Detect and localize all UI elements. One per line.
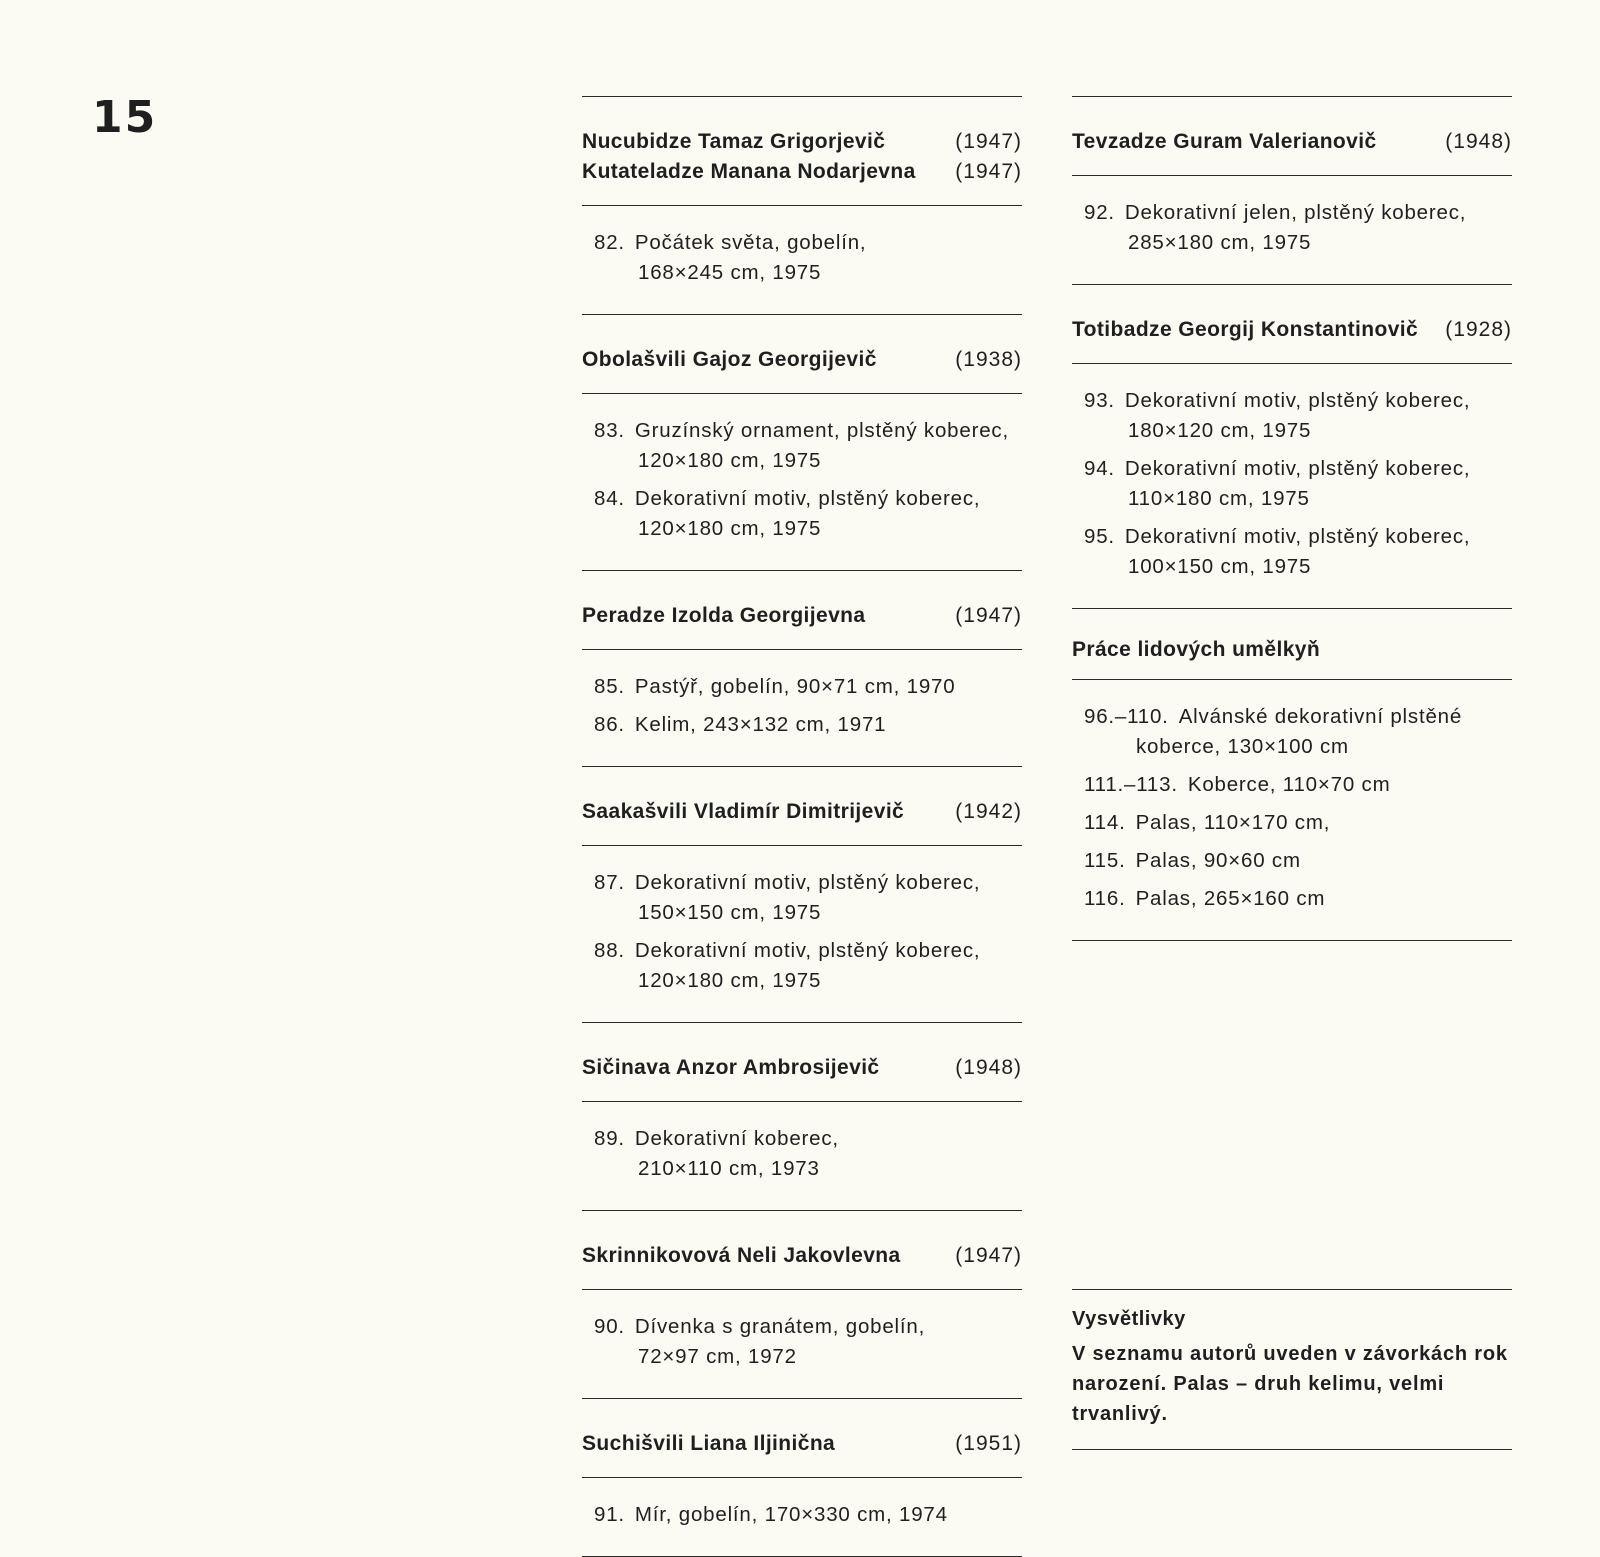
entry-text: Dekorativní jelen, plstěný koberec,: [1124, 201, 1467, 224]
author-row: [1072, 315, 1512, 345]
author-row: [582, 1241, 1022, 1271]
entry-dimensions: 285×180 cm, 1975: [1128, 231, 1312, 254]
catalog-entry: [594, 228, 1022, 288]
entry-dimensions: 100×150 cm, 1975: [1128, 555, 1312, 578]
entry-dimensions: 150×150 cm, 1975: [638, 901, 822, 924]
author-name: Nucubidze Tamaz Grigorjevič: [582, 130, 886, 153]
catalog-entry: [594, 936, 1022, 996]
entry-number: 111.–113.: [1084, 773, 1178, 796]
entry-text: Dekorativní motiv, plstěný koberec,: [634, 487, 981, 510]
author-birth-year: (1948): [1445, 130, 1512, 153]
right-column: [1072, 96, 1512, 1450]
entry-dimensions: 180×120 cm, 1975: [1128, 419, 1312, 442]
notes-title: Vysvětlivky: [1072, 1308, 1186, 1330]
page-number: 15: [92, 92, 158, 143]
folk-section-title: Práce lidových umělkyň: [1072, 638, 1321, 661]
entry-text: Počátek světa, gobelín,: [634, 231, 867, 254]
author-name: Peradze Izolda Georgijevna: [582, 604, 866, 627]
author-header: [582, 1211, 1022, 1289]
entry-dimensions: 72×97 cm, 1972: [638, 1345, 797, 1368]
entry-number: 88.: [594, 939, 625, 962]
entry-number: 82.: [594, 231, 625, 254]
entry-number: 83.: [594, 419, 625, 442]
entry-dimensions: 120×180 cm, 1975: [638, 517, 822, 540]
catalog-entry: [1084, 386, 1512, 446]
author-header: [582, 571, 1022, 649]
author-row: [582, 157, 1022, 187]
notes-body: V seznamu autorů uveden v závorkách rok narození. Palas – druh kelimu, velmi trvanlivý.: [1072, 1343, 1508, 1425]
author-header: [582, 1399, 1022, 1477]
author-header: [582, 1023, 1022, 1101]
author-row: [582, 127, 1022, 157]
author-birth-year: (1947): [955, 604, 1022, 627]
catalog-entry: [1084, 846, 1512, 876]
author-row: [582, 345, 1022, 375]
author-row: [582, 797, 1022, 827]
entry-text: Palas, 90×60 cm: [1135, 849, 1301, 872]
entry-number: 90.: [594, 1315, 625, 1338]
entry-list: [582, 846, 1022, 1022]
entry-text: Kelim, 243×132 cm, 1971: [634, 713, 887, 736]
catalog-entry: [594, 710, 1022, 740]
entry-text: Palas, 265×160 cm: [1135, 887, 1326, 910]
entry-text: Pastýř, gobelín, 90×71 cm, 1970: [634, 675, 956, 698]
author-birth-year: (1948): [955, 1056, 1022, 1079]
author-name: Saakašvili Vladimír Dimitrijevič: [582, 800, 905, 823]
entry-dimensions: 168×245 cm, 1975: [638, 261, 822, 284]
catalog-entry: [1084, 702, 1512, 762]
entry-dimensions: 210×110 cm, 1973: [638, 1157, 820, 1180]
entry-list: [1072, 364, 1512, 608]
author-row: [582, 1429, 1022, 1459]
author-name: Totibadze Georgij Konstantinovič: [1072, 318, 1419, 341]
entry-number: 92.: [1084, 201, 1115, 224]
entry-number: 114.: [1084, 811, 1126, 834]
entry-number: 96.–110.: [1084, 705, 1169, 728]
catalog-entry: [1084, 522, 1512, 582]
entry-dimensions: 120×180 cm, 1975: [638, 969, 822, 992]
author-row: [582, 1053, 1022, 1083]
author-birth-year: (1942): [955, 800, 1022, 823]
entry-number: 95.: [1084, 525, 1115, 548]
author-header: [1072, 285, 1512, 363]
entry-text: Dekorativní koberec,: [634, 1127, 839, 1150]
author-name: Kutateladze Manana Nodarjevna: [582, 160, 916, 183]
author-header: [582, 315, 1022, 393]
entry-dimensions: 110×180 cm, 1975: [1128, 487, 1310, 510]
entry-list: [582, 206, 1022, 314]
entry-list: [1072, 176, 1512, 284]
entry-text: Mír, gobelín, 170×330 cm, 1974: [634, 1503, 948, 1526]
entry-dimensions: 120×180 cm, 1975: [638, 449, 822, 472]
entry-list: [582, 394, 1022, 570]
entry-list: [582, 1102, 1022, 1210]
catalog-entry: [1084, 770, 1512, 800]
entry-text: Dekorativní motiv, plstěný koberec,: [1124, 525, 1471, 548]
author-name: Obolašvili Gajoz Georgijevič: [582, 348, 877, 371]
catalog-entry: [594, 416, 1022, 476]
entry-number: 84.: [594, 487, 625, 510]
entry-number: 89.: [594, 1127, 625, 1150]
entry-number: 91.: [594, 1503, 625, 1526]
entry-text: Dekorativní motiv, plstěný koberec,: [634, 871, 981, 894]
catalog-entry: [594, 868, 1022, 928]
catalog-entry: [594, 672, 1022, 702]
author-birth-year: (1947): [955, 1244, 1022, 1267]
catalog-entry: [1084, 198, 1512, 258]
author-birth-year: (1938): [955, 348, 1022, 371]
entry-number: 115.: [1084, 849, 1126, 872]
author-birth-year: (1947): [955, 130, 1022, 153]
catalog-entry: [1084, 454, 1512, 514]
catalog-entry: [594, 1312, 1022, 1372]
entry-text: Dívenka s granátem, gobelín,: [634, 1315, 926, 1338]
author-header: [582, 97, 1022, 205]
entry-text: Alvánské dekorativní plstěné: [1178, 705, 1463, 728]
left-column: [582, 96, 1022, 1557]
author-row: [582, 601, 1022, 631]
entry-number: 87.: [594, 871, 625, 894]
entry-text: Gruzínský ornament, plstěný koberec,: [634, 419, 1009, 442]
divider: [1072, 1449, 1512, 1450]
entry-number: 94.: [1084, 457, 1115, 480]
entry-number: 116.: [1084, 887, 1126, 910]
catalog-entry: [594, 1500, 1022, 1530]
entry-text: Dekorativní motiv, plstěný koberec,: [1124, 457, 1471, 480]
entry-dimensions: koberce, 130×100 cm: [1136, 735, 1349, 758]
entry-number: 85.: [594, 675, 625, 698]
catalog-entry: [594, 1124, 1022, 1184]
author-name: Tevzadze Guram Valerianovič: [1072, 130, 1377, 153]
author-name: Sičinava Anzor Ambrosijevič: [582, 1056, 880, 1079]
catalog-entry: [594, 484, 1022, 544]
entry-text: Koberce, 110×70 cm: [1187, 773, 1391, 796]
author-birth-year: (1947): [955, 160, 1022, 183]
entry-list: [582, 650, 1022, 766]
entry-text: Palas, 110×170 cm,: [1135, 811, 1331, 834]
author-name: Skrinnikovová Neli Jakovlevna: [582, 1244, 901, 1267]
entry-text: Dekorativní motiv, plstěný koberec,: [1124, 389, 1471, 412]
entry-number: 93.: [1084, 389, 1115, 412]
author-birth-year: (1928): [1445, 318, 1512, 341]
entry-list: [582, 1478, 1022, 1556]
entry-number: 86.: [594, 713, 625, 736]
catalog-entry: [1084, 808, 1512, 838]
folk-entry-list: [1072, 680, 1512, 940]
author-name: Suchišvili Liana Iljinična: [582, 1432, 836, 1455]
author-row: [1072, 127, 1512, 157]
author-birth-year: (1951): [955, 1432, 1022, 1455]
entry-text: Dekorativní motiv, plstěný koberec,: [634, 939, 981, 962]
entry-list: [582, 1290, 1022, 1398]
author-header: [1072, 97, 1512, 175]
author-header: [582, 767, 1022, 845]
catalog-entry: [1084, 884, 1512, 914]
